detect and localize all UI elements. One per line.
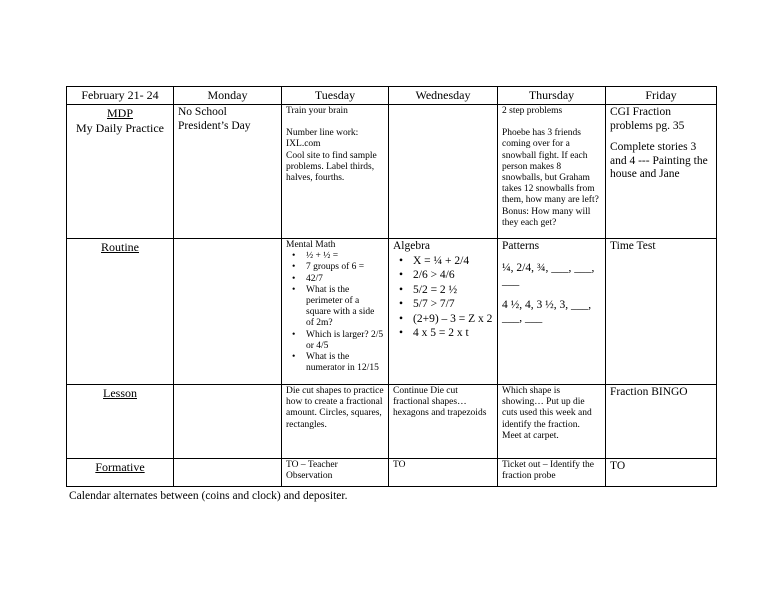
routine-thursday-line1: ¼, 2/4, ¾, ___, ___, ___	[502, 261, 595, 287]
lesson-label: Lesson	[103, 386, 137, 400]
list-item: • (2+9) – 3 = Z x 2	[405, 313, 493, 327]
lesson-tuesday: Die cut shapes to practice how to create a fractional amount. Circles, squares, rectangles.	[282, 385, 389, 459]
list-item: • Which is larger? 2/5 or 4/5	[298, 330, 384, 352]
mental-math-list	[286, 251, 384, 374]
routine-thursday-title: Patterns	[502, 240, 540, 252]
routine-tuesday	[282, 239, 389, 385]
lesson-monday	[174, 385, 282, 459]
week-header: February 21- 24	[67, 87, 174, 105]
formative-label: Formative	[95, 460, 145, 474]
mdp-thursday	[498, 105, 606, 239]
lesson-friday: Fraction BINGO	[606, 385, 717, 459]
mdp-tuesday-line1: Train your brain	[286, 106, 348, 116]
mdp-friday-line2: Complete stories 3 and 4 --- Painting the house and Jane	[610, 141, 708, 180]
mdp-tuesday-line4: Cool site to find sample problems. Label thirds, halves, fourths.	[286, 150, 377, 184]
mdp-friday-line1: CGI Fraction problems pg. 35	[610, 106, 685, 132]
mdp-sublabel: My Daily Practice	[76, 121, 164, 135]
mdp-tuesday-line2: Number line work:	[286, 128, 359, 139]
list-item: • 5/7 > 7/7	[405, 298, 493, 312]
header-row	[67, 87, 717, 105]
list-item: • 2/6 > 4/6	[405, 269, 493, 283]
mdp-label: MDP	[106, 106, 133, 120]
day-header-wednesday: Wednesday	[389, 87, 498, 105]
footer-note: Calendar alternates between (coins and clock) and depositer.	[69, 490, 348, 502]
lesson-row	[67, 385, 717, 459]
list-item: • ½ + ½ =	[298, 251, 384, 262]
lesson-thursday: Which shape is showing… Put up die cuts used this week and identify the fraction. Meet at carpet.	[498, 385, 606, 459]
list-item: • 7 groups of 6 =	[298, 262, 384, 273]
day-header-friday: Friday	[606, 87, 717, 105]
mdp-wednesday	[389, 105, 498, 239]
list-item: • X = ¼ + 2/4	[405, 255, 493, 269]
lesson-label-cell	[67, 385, 174, 459]
mdp-friday	[606, 105, 717, 239]
list-item: • What is the perimeter of a square with a side of 2m?	[298, 285, 384, 330]
list-item: • What is the numerator in 12/15	[298, 352, 384, 374]
mdp-thursday-bonus: Bonus: How many will they each get?	[502, 206, 591, 228]
day-header-thursday: Thursday	[498, 87, 606, 105]
list-item: • 4 x 5 = 2 x t	[405, 327, 493, 341]
mdp-row	[67, 105, 717, 239]
routine-wednesday-title: Algebra	[393, 240, 431, 252]
routine-label-cell	[67, 239, 174, 385]
formative-tuesday: TO – Teacher Observation	[282, 459, 389, 487]
mdp-thursday-title: 2 step problems	[502, 106, 563, 116]
routine-label: Routine	[101, 240, 139, 254]
mdp-monday-line2: President’s Day	[178, 119, 251, 132]
mdp-thursday-body: Phoebe has 3 friends coming over for a snowball fight. If each person makes 8 snowballs, but Graham takes 12 snowballs from them, how many are left?	[502, 128, 599, 206]
mdp-monday-line1: No School	[178, 106, 227, 118]
routine-thursday-line2: 4 ½, 4, 3 ½, 3, ___, ___, ___	[502, 298, 592, 324]
routine-wednesday	[389, 239, 498, 385]
formative-row	[67, 459, 717, 487]
mdp-tuesday	[282, 105, 389, 239]
routine-row	[67, 239, 717, 385]
lesson-plan-table	[66, 86, 717, 487]
routine-tuesday-title: Mental Math	[286, 240, 336, 250]
mdp-monday	[174, 105, 282, 239]
formative-thursday: Ticket out – Identify the fraction probe	[498, 459, 606, 487]
routine-thursday	[498, 239, 606, 385]
lesson-wednesday: Continue Die cut fractional shapes… hexagons and trapezoids	[389, 385, 498, 459]
algebra-list	[393, 255, 493, 341]
formative-monday	[174, 459, 282, 487]
formative-wednesday: TO	[389, 459, 498, 487]
mdp-tuesday-line3: IXL.com	[286, 139, 321, 150]
day-header-tuesday: Tuesday	[282, 87, 389, 105]
mdp-label-cell	[67, 105, 174, 239]
day-header-monday: Monday	[174, 87, 282, 105]
routine-monday	[174, 239, 282, 385]
formative-label-cell	[67, 459, 174, 487]
formative-friday: TO	[606, 459, 717, 487]
list-item: • 5/2 = 2 ½	[405, 284, 493, 298]
routine-friday: Time Test	[606, 239, 717, 385]
list-item: • 42/7	[298, 274, 384, 285]
